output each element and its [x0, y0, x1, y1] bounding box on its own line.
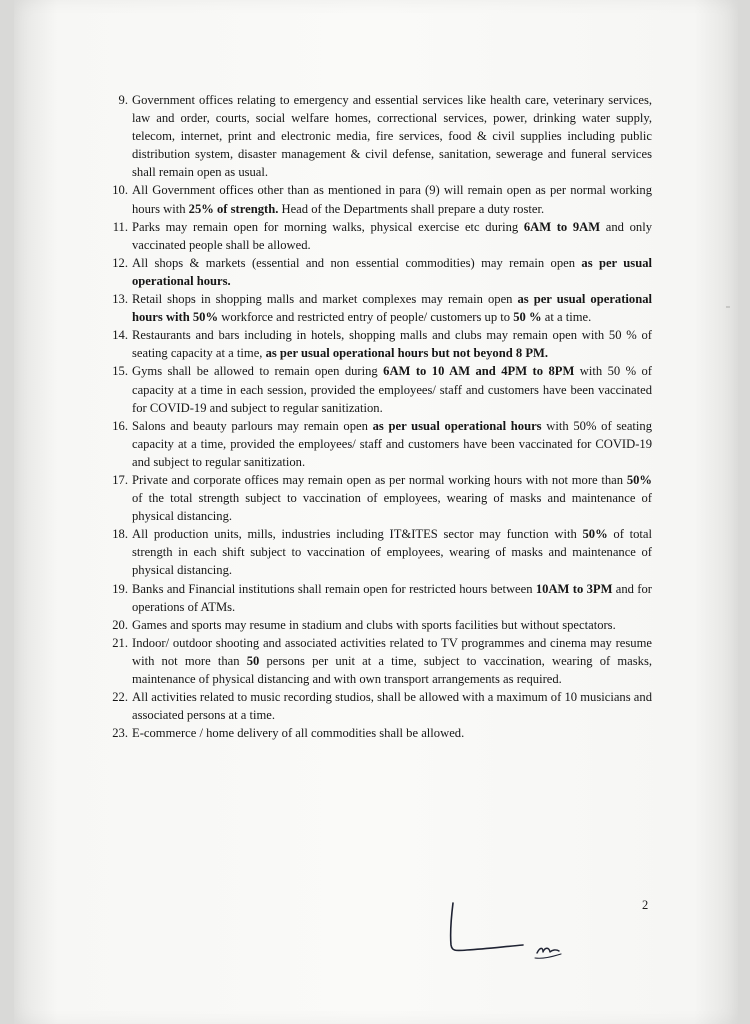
item-text: Banks and Financial institutions shall remain open for restricted hours between: [132, 581, 536, 596]
item-text: of the total strength subject to vaccination of employees, wearing of masks and maintenance of physical distancing.: [132, 491, 652, 524]
item-number: 20.: [112, 617, 128, 632]
item-text: Indoor/ outdoor shooting and associated activities related to TV programmes and cinema may resume with not more than: [132, 635, 652, 668]
page-speck: [726, 306, 730, 308]
order-items-list: [112, 91, 653, 742]
item-text: Gyms shall be allowed to remain open during: [132, 364, 384, 379]
item-text: Head of the Departments shall prepare a duty roster.: [278, 201, 545, 216]
item-text-bold: as per usual operational hours.: [132, 255, 653, 288]
item-text: All Government offices other than as mentioned in para (9) will remain open as per normal working hours with: [132, 183, 652, 216]
item-text: and only vaccinated people shall be allowed.: [132, 219, 652, 252]
item-text: All production units, mills, industries including IT&ITES sector may function with: [132, 527, 583, 542]
list-item: [112, 724, 652, 742]
item-text-bold: 25% of strength.: [188, 201, 279, 216]
item-text: persons per unit at a time, subject to vaccination, wearing of masks, maintenance of physical distancing and with own transport arrangements as required.: [132, 653, 653, 686]
item-text-bold: 50%: [582, 527, 608, 542]
list-item: [112, 218, 652, 254]
item-number: 13.: [112, 292, 128, 307]
item-text: Government offices relating to emergency and essential services like health care, veterinary services, law and order, courts, social welfare homes, correctional services, power, drinking water supply, telecom, internet, print and electronic media, fire services, food & civil supplies including public distribution system, disaster management & civil defense, sanitation, sewerage and funeral services shall remain open as usual.: [132, 93, 652, 180]
item-text: of total strength in each shift subject to vaccination of employees, wearing of masks and maintenance of physical distancing.: [132, 527, 653, 578]
list-item: [112, 688, 652, 724]
item-text-bold: 6AM to 9AM: [523, 219, 601, 234]
item-number: 15.: [112, 364, 128, 379]
item-text-bold: 50%: [626, 472, 652, 487]
item-text: at a time.: [541, 310, 592, 325]
item-number: 19.: [112, 581, 128, 596]
item-number: 17.: [112, 472, 128, 487]
list-item: [112, 181, 652, 217]
item-text-bold: as per usual operational hours with 50%: [132, 292, 652, 325]
list-item: [112, 417, 652, 471]
list-item: [112, 362, 652, 416]
item-text-bold: 10AM to 3PM: [535, 581, 613, 596]
list-item: [112, 290, 652, 326]
item-number: 14.: [112, 328, 128, 343]
item-number: 12.: [112, 255, 128, 270]
item-number: 9.: [118, 93, 128, 107]
list-item: [112, 326, 652, 362]
item-number: 18.: [112, 527, 128, 542]
item-text: Salons and beauty parlours may remain open: [132, 418, 373, 433]
item-text: All shops & markets (essential and non essential commodities) may remain open: [132, 255, 582, 270]
item-text: Games and sports may resume in stadium and clubs with sports facilities but without spectators.: [132, 617, 616, 632]
list-item: [112, 634, 653, 688]
list-item: [118, 91, 652, 181]
page-number: 2: [642, 898, 649, 912]
item-text-bold: 50: [246, 653, 260, 668]
list-item: [112, 525, 653, 579]
list-item: [112, 616, 652, 634]
item-number: 21.: [112, 635, 128, 650]
item-text-bold: 50 %: [513, 310, 542, 325]
item-number: 11.: [112, 219, 128, 234]
item-text: Restaurants and bars including in hotels, shopping malls and clubs may remain open with 50 % of seating capacity at a time,: [132, 328, 652, 361]
item-text: with 50 % of capacity at a time in each session, provided the employees/ staff and customers have been vaccinated for COVID-19 and subject to regular sanitization.: [132, 364, 652, 415]
item-text: Parks may remain open for morning walks, physical exercise etc during: [132, 219, 524, 234]
item-number: 10.: [112, 183, 128, 198]
item-text-bold: 6AM to 10 AM and 4PM to 8PM: [383, 364, 575, 379]
item-text-bold: as per usual operational hours: [372, 418, 542, 433]
list-item: [112, 254, 653, 290]
item-text: Private and corporate offices may remain open as per normal working hours with not more than: [132, 472, 627, 487]
item-text: with 50% of seating capacity at a time, provided the employees/ staff and customers have been vaccinated for COVID-19 and subject to regular sanitization.: [132, 418, 652, 469]
item-text: workforce and restricted entry of people/ customers up to: [218, 310, 514, 325]
document-page: [14, 0, 738, 1024]
item-text: and for operations of ATMs.: [132, 581, 652, 614]
handwritten-signature: [439, 895, 579, 975]
item-text-bold: as per usual operational hours but not beyond 8 PM.: [265, 346, 549, 361]
item-number: 22.: [112, 690, 128, 705]
list-item: [112, 471, 652, 525]
list-item: [112, 580, 652, 616]
item-number: 16.: [112, 418, 128, 433]
item-number: 23.: [112, 726, 128, 741]
item-text: Retail shops in shopping malls and market complexes may remain open: [132, 292, 518, 307]
item-text: E-commerce / home delivery of all commodities shall be allowed.: [132, 726, 465, 741]
item-text: All activities related to music recording studios, shall be allowed with a maximum of 10 musicians and associated persons at a time.: [132, 690, 652, 723]
